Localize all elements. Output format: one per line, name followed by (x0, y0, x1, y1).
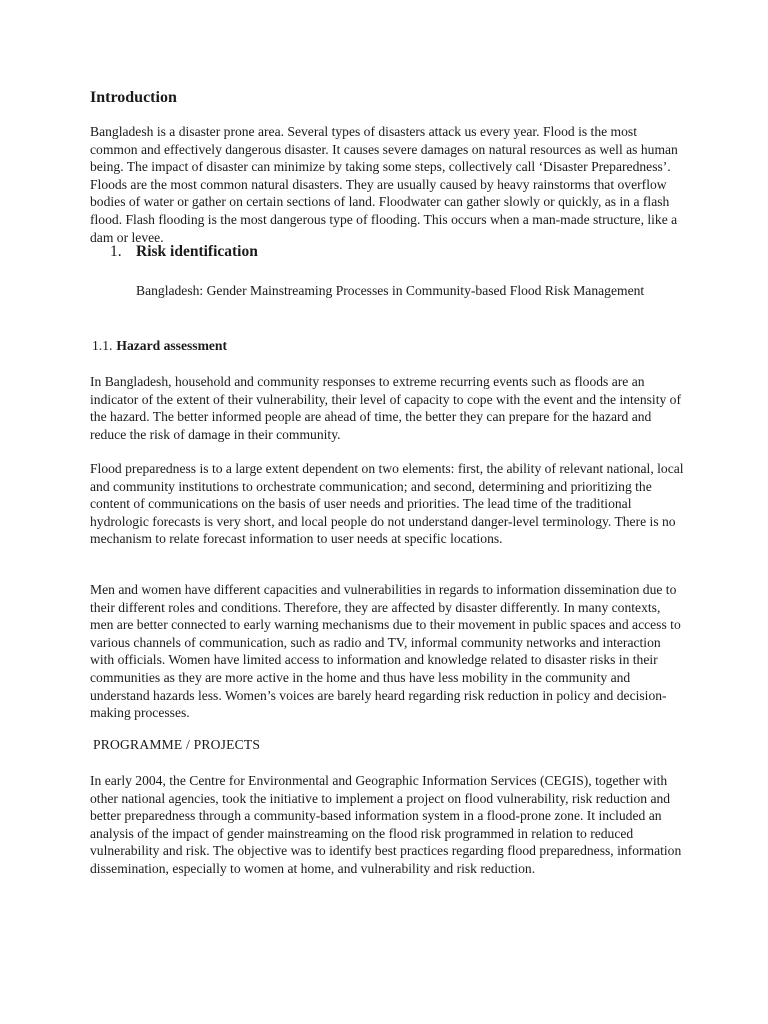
section-number: 1. (110, 243, 122, 260)
hazard-paragraph-2: Flood preparedness is to a large extent dependent on two elements: first, the ability of relevant national, local and community institutions to orchestrate communication; and second, determining and prioritizing the content of communications on the basis of user needs and priorities. The lead time of the traditional hydrologic forecasts is very short, and local people do not understand danger-level terminology. There is no mechanism to relate forecast information to user needs at specific locations. (90, 461, 684, 547)
section-title: Risk identification (136, 243, 258, 260)
programme-paragraph: In early 2004, the Centre for Environmental and Geographic Information Services (CEGIS), together with other national agencies, took the initiative to implement a project on flood vulnerability, risk reduction and better preparedness through a community-based information system in a flood-prone zone. It included an analysis of the impact of gender mainstreaming on the flood risk programmed in relation to reduced vulnerability and risk. The objective was to identify best practices regarding flood preparedness, information dissemination, especially to women at home, and vulnerability and risk reduction. (90, 773, 682, 876)
intro-paragraph: Bangladesh is a disaster prone area. Several types of disasters attack us every year. Flood is the most common and effectively dangerous disaster. It causes severe damages on natural resources as well as human being. The impact of disaster can minimize by taking some steps, collectively call ‘Disaster Preparedness’. Floods are the most common natural disasters. They are usually caused by heavy rainstorms that overflow bodies of water or gather on certain sections of land. Floodwater can gather slowly or quickly, as in a flash flood. Flash flooding is the most dangerous type of flooding. This occurs when a man-made structure, like a dam or levee. (90, 124, 678, 245)
subsection-title: Hazard assessment (116, 338, 228, 353)
hazard-paragraph-3: Men and women have different capacities and vulnerabilities in regards to information dissemination due to their different roles and conditions. Therefore, they are affected by disaster differently. In many contexts, men are better connected to early warning mechanisms due to their movement in public spaces and access to various channels of communication, such as radio and TV, informal community networks and interaction with officials. Women have limited access to information and knowledge related to disaster risks in their communities as they are more active in the home and thus have less mobility in the community and understand hazards less. Women’s voices are barely heard regarding risk reduction in policy and decision-making processes. (90, 582, 681, 721)
subsection-number: 1.1. (92, 338, 113, 353)
page-title: Introduction (90, 89, 177, 106)
programme-heading: PROGRAMME / PROJECTS (93, 737, 261, 752)
subsection-heading-hazard-assessment (92, 338, 227, 354)
hazard-paragraph-1: In Bangladesh, household and community responses to extreme recurring events such as floods are an indicator of the extent of their vulnerability, their level of capacity to cope with the event and the intensity of the hazard. The better informed people are ahead of time, the better they can prepare for the hazard and reduce the risk of damage in their community. (90, 374, 682, 442)
section-heading-risk-identification (110, 243, 258, 261)
section-subtitle: Bangladesh: Gender Mainstreaming Processes in Community-based Flood Risk Management (136, 283, 645, 298)
